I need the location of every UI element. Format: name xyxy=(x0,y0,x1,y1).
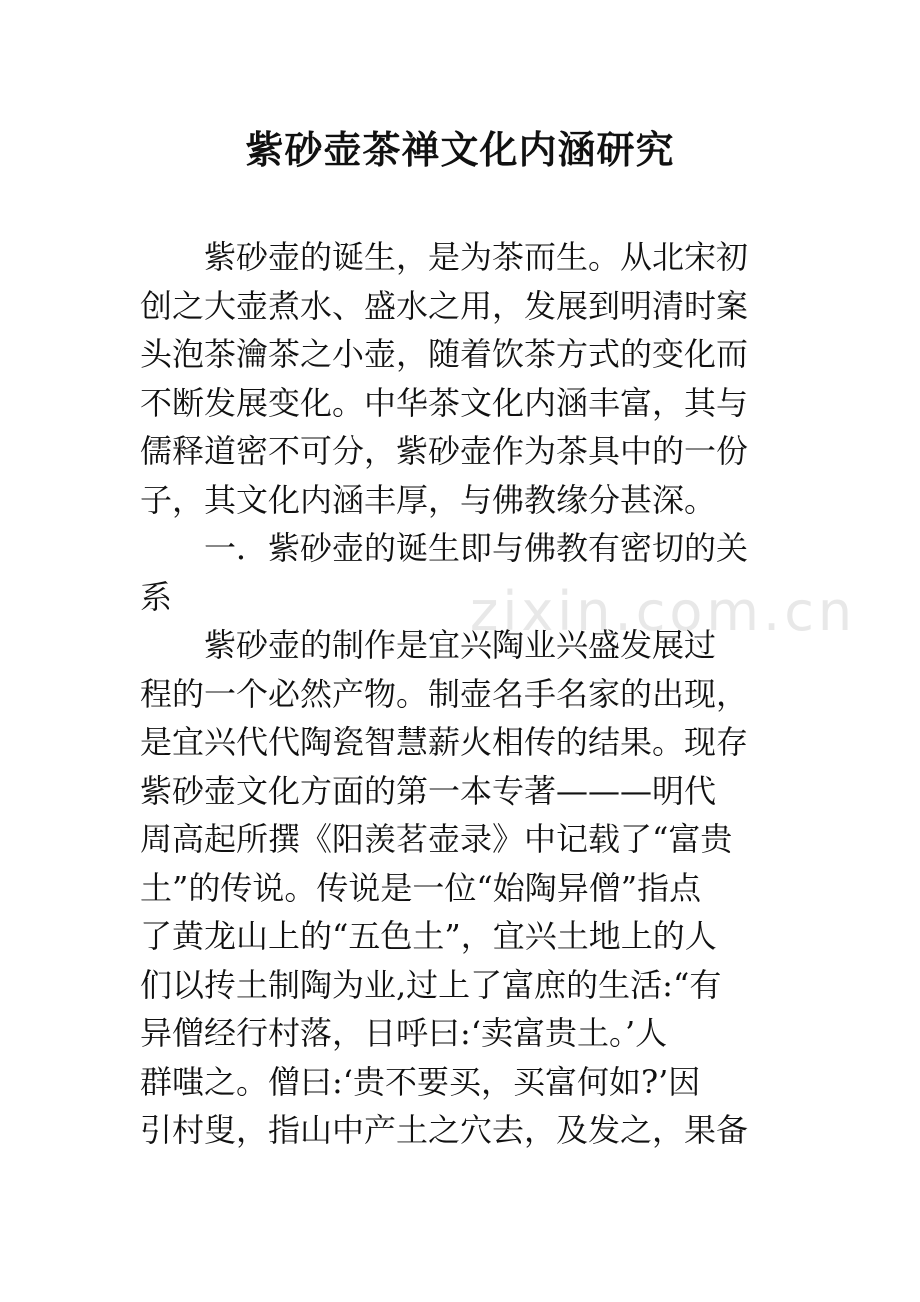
body-line: 创之大壶煮水、盛水之用，发展到明清时案 xyxy=(140,286,749,325)
body-line: 儒释道密不可分，紫砂壶作为茶具中的一份 xyxy=(140,432,749,470)
section-heading-line: 一．紫砂壶的诞生即与佛教有密切的关 xyxy=(204,529,749,567)
body-line: 周高起所撰《阳羡茗壶录》中记载了“富贵 xyxy=(140,820,733,858)
body-line: 是宜兴代代陶瓷智慧薪火相传的结果。现存 xyxy=(140,723,749,761)
body-line: 们以抟土制陶为业,过上了富庶的生活:“有 xyxy=(140,965,722,1004)
body-line: 紫砂壶的诞生，是为茶而生。从北宋初 xyxy=(204,238,749,276)
section-heading-line: 系 xyxy=(140,577,173,616)
body-line: 子，其文化内涵丰厚，与佛教缘分甚深。 xyxy=(140,480,717,519)
body-line: 头泡茶瀹茶之小壶，随着饮茶方式的变化而 xyxy=(140,335,749,373)
body-line: 土”的传说。传说是一位“始陶异僧”指点 xyxy=(140,868,702,907)
body-line: 程的一个必然产物。制壶名手名家的出现， xyxy=(140,674,749,713)
document-title: 紫砂壶茶禅文化内涵研究 xyxy=(245,127,675,172)
body-line: 不断发展变化。中华茶文化内涵丰富，其与 xyxy=(140,383,749,422)
body-line: 了黄龙山上的“五色土”，宜兴土地上的人 xyxy=(140,917,717,955)
body-line: 异僧经行村落，日呼曰:‘卖富贵土。’人 xyxy=(140,1014,668,1052)
body-line: 引村叟，指山中产土之穴去，及发之，果备 xyxy=(140,1111,749,1149)
body-line: 紫砂壶的制作是宜兴陶业兴盛发展过 xyxy=(204,626,717,664)
watermark: zixin.com.cn xyxy=(470,580,857,643)
document-body xyxy=(140,233,785,1155)
body-line: 紫砂壶文化方面的第一本专著———明代 xyxy=(140,771,717,810)
body-line: 群嗤之。僧曰:‘贵不要买，买富何如?’因 xyxy=(140,1062,701,1101)
